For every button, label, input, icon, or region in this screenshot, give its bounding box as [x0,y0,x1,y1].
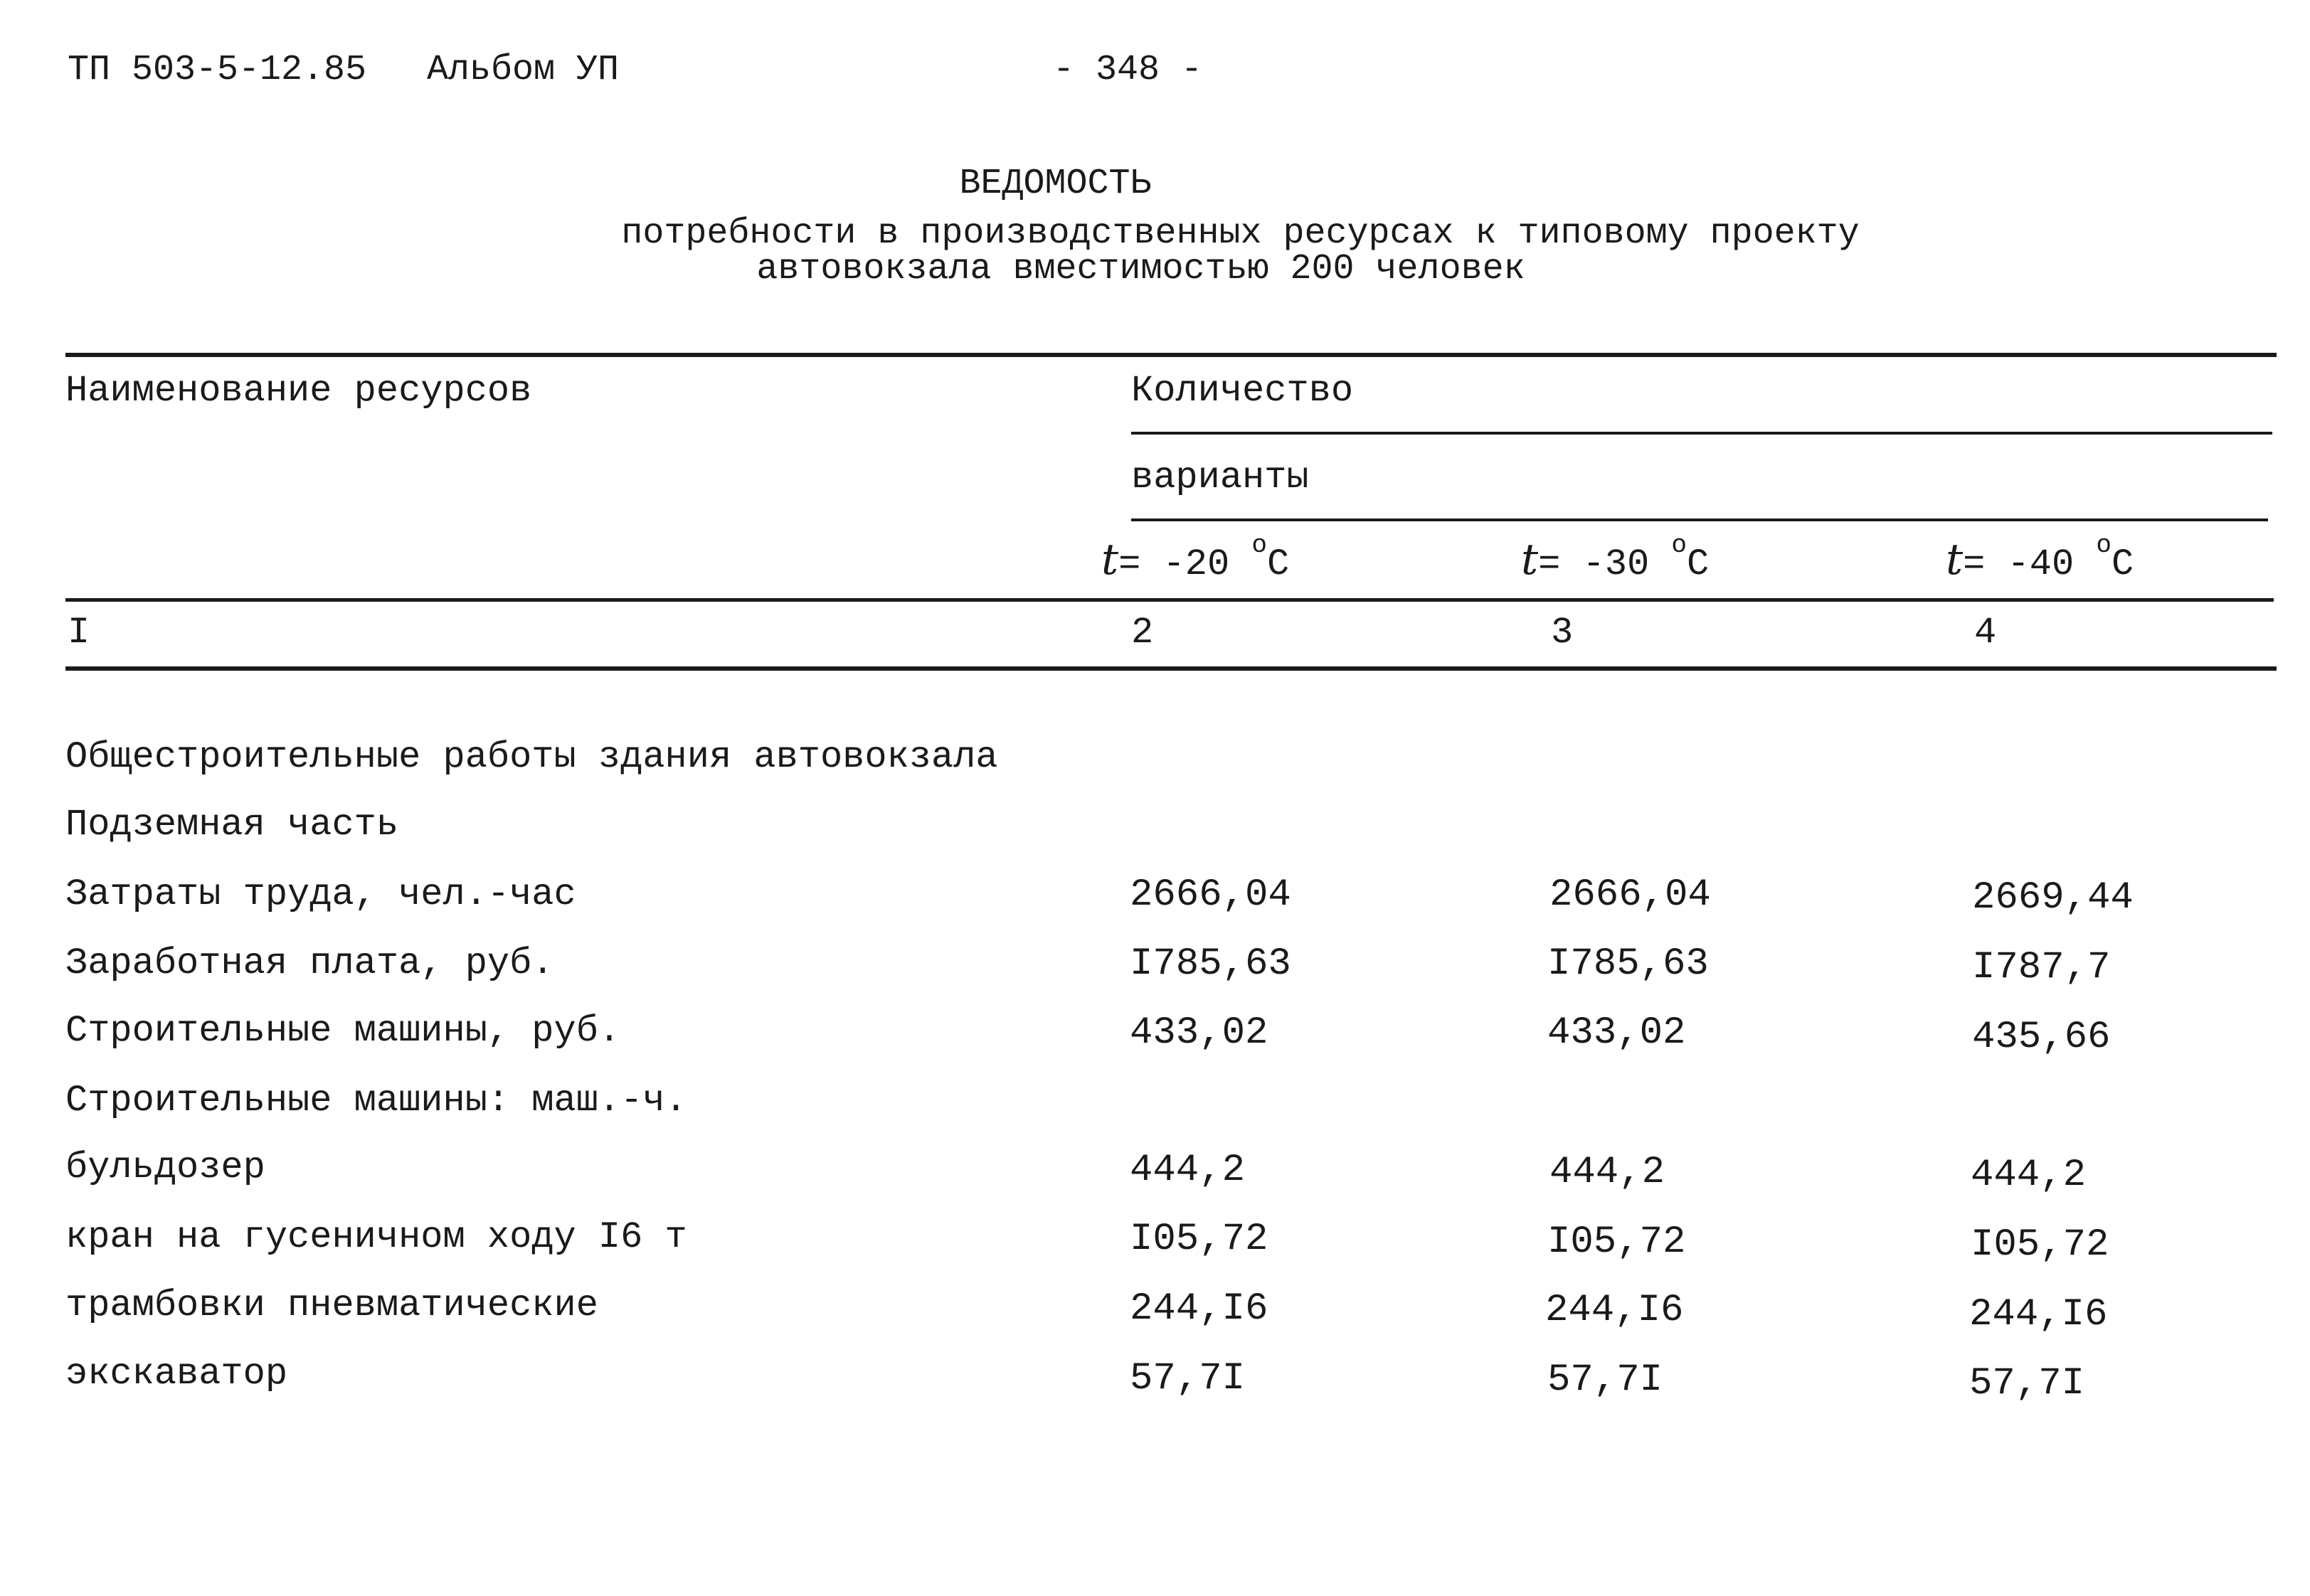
row-value-v2: 433,02 [1547,1011,1686,1055]
row-value-v3: 2669,44 [1972,876,2134,920]
quantity-header: Количество [1131,370,1354,412]
row-name: Заработная плата, руб. [65,942,554,984]
variants-underline [1131,518,2268,521]
temperature-unit: C [2111,543,2134,585]
row-value-v3: 57,7I [1969,1362,2085,1405]
row-value-v1: 444,2 [1130,1149,1246,1192]
row-value-v2: I785,63 [1547,942,1709,986]
temperature-symbol: t [1946,535,1964,585]
column-number-4: 4 [1974,612,1997,654]
row-value-v2: I05,72 [1547,1220,1686,1264]
row-value-v3: 444,2 [1971,1154,2087,1197]
table-top-rule [65,353,2277,357]
row-name: Строительные машины, руб. [65,1010,621,1052]
row-name: Затраты труда, чел.-час [65,873,576,915]
row-value-v2: 244,I6 [1545,1289,1684,1332]
column-number-1: I [68,612,90,654]
document-subtitle-line1: потребности в производственных ресурсах к типовому проекту [621,213,1860,254]
row-value-v2: 2666,04 [1549,873,1711,917]
temperature-value: = -30 [1538,543,1672,585]
row-value-v3: 244,I6 [1969,1293,2108,1336]
row-value-v1: I785,63 [1130,942,1291,986]
row-value-v2: 57,7I [1547,1358,1663,1402]
document-subtitle-line2: автовокзала вместимостью 200 человек [756,249,1525,289]
section-title-machinery-hours: Строительные машины: маш.-ч. [65,1080,687,1122]
row-value-v3: 435,66 [1972,1016,2111,1059]
row-value-v3: I787,7 [1972,946,2111,989]
row-value-v1: I05,72 [1130,1218,1268,1261]
degree-mark: o [2096,531,2112,560]
album-label: Альбом УП [427,50,620,90]
variant-temp-1 [1101,531,1290,585]
degree-mark: o [1671,531,1687,560]
row-value-v1: 2666,04 [1130,873,1291,917]
section-title-general-works: Общестроительные работы здания автовокзала [65,736,998,778]
column-numbers-rule [65,666,2277,671]
row-name: бульдозер [65,1147,265,1188]
quantity-underline [1131,432,2272,435]
temperature-symbol: t [1101,535,1119,585]
header-bottom-rule [65,598,2274,602]
row-value-v3: I05,72 [1971,1223,2109,1267]
row-value-v2: 444,2 [1549,1151,1665,1194]
temperature-value: = -20 [1118,543,1252,585]
temperature-unit: C [1266,543,1290,585]
variant-temp-2 [1521,531,1710,585]
column-number-2: 2 [1131,612,1154,654]
temperature-symbol: t [1521,535,1539,585]
row-value-v1: 57,7I [1130,1357,1246,1400]
column-number-3: 3 [1551,612,1574,654]
document-code: ТП 503-5-12.85 [68,50,367,90]
row-name: трамбовки пневматические [65,1284,598,1326]
temperature-unit: C [1686,543,1710,585]
resource-name-header: Наименование ресурсов [65,370,532,412]
row-value-v1: 244,I6 [1130,1287,1268,1331]
row-name: кран на гусеничном ходу I6 т [65,1216,687,1258]
variant-temp-3 [1946,531,2134,585]
row-value-v1: 433,02 [1130,1011,1268,1055]
page-number: - 348 - [1053,50,1203,90]
temperature-value: = -40 [1963,543,2097,585]
section-title-underground: Подземная часть [65,804,399,846]
degree-mark: o [1251,531,1267,560]
variants-header: варианты [1131,457,1309,499]
row-name: экскаватор [65,1353,288,1395]
document-title: ВЕДОМОСТЬ [959,164,1152,204]
